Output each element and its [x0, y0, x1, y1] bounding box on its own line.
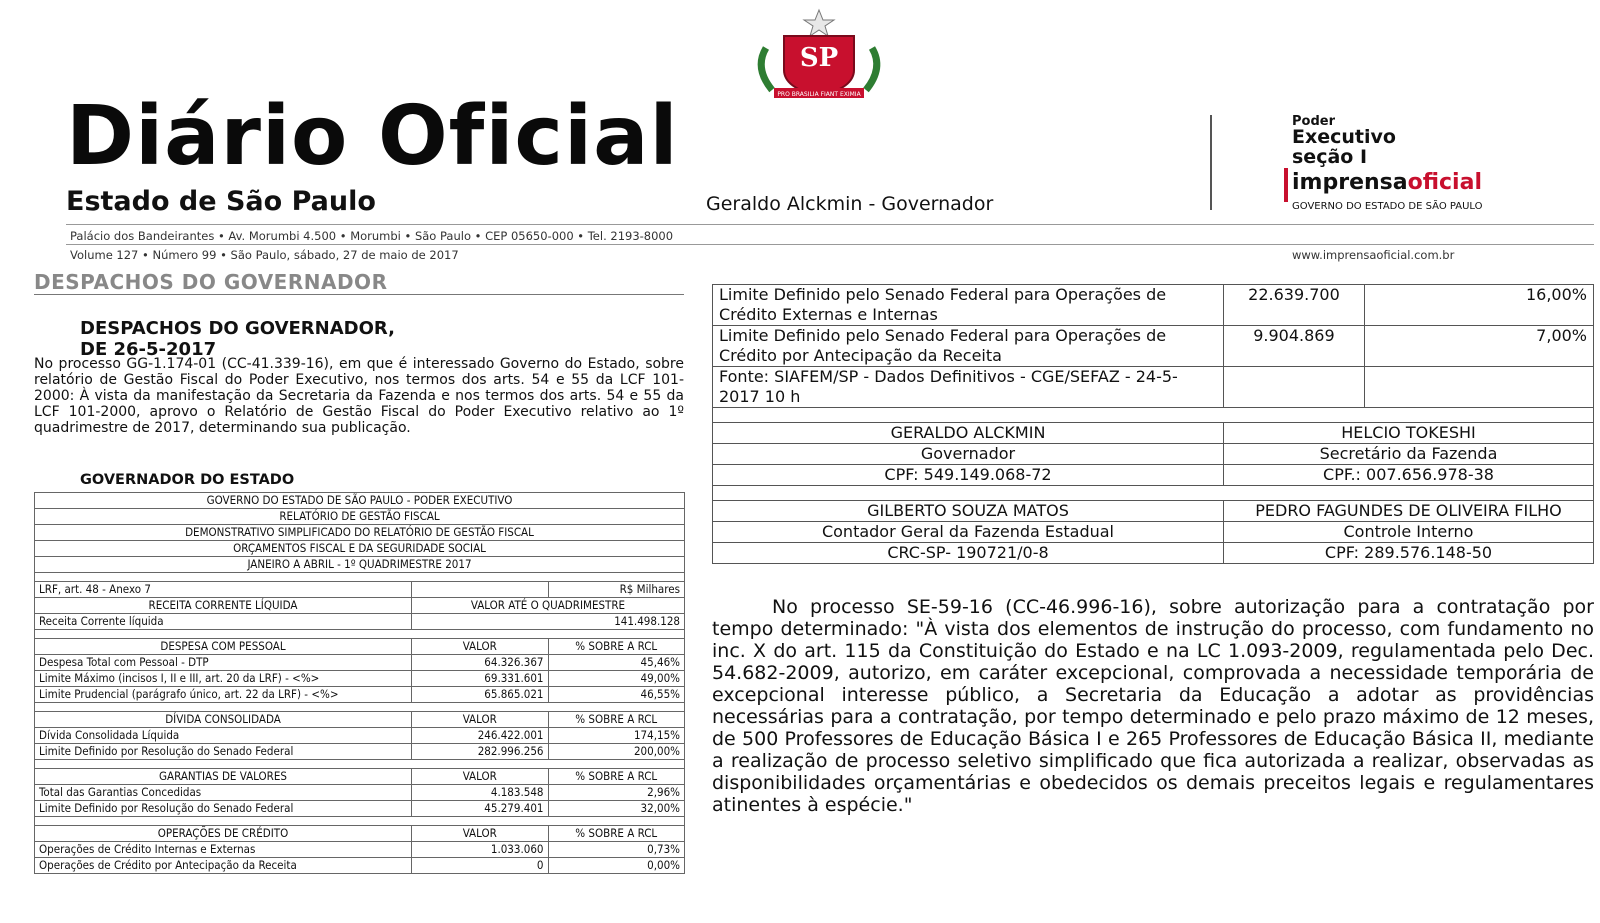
masthead-divider	[1210, 115, 1212, 210]
table-title: GOVERNO DO ESTADO DE SÃO PAULO - PODER EXECUTIVO	[35, 493, 685, 509]
table-cell-percent: 0,00%	[548, 858, 685, 874]
table-row	[35, 801, 685, 817]
imprensa-subtitle: GOVERNO DO ESTADO DE SÃO PAULO	[1292, 201, 1483, 212]
table-cell-percent: 49,00%	[548, 671, 685, 687]
imprensa-logo-part2: oficial	[1407, 170, 1482, 195]
imprensa-logo-part1: imprensa	[1292, 170, 1408, 195]
table-row-label: Receita Corrente líquida	[35, 614, 412, 630]
table-row-label: Total das Garantias Concedidas	[35, 785, 412, 801]
table-cell-percent: 174,15%	[548, 728, 685, 744]
newspaper-title: Diário Oficial	[66, 89, 679, 184]
table-cell-percent: 16,00%	[1364, 285, 1593, 326]
table-cell-value: 1.033.060	[412, 842, 549, 858]
table-row-label: Limite Máximo (incisos I, II e III, art. 20 da LRF) - <%>	[35, 671, 412, 687]
table-row-label: Dívida Consolidada Líquida	[35, 728, 412, 744]
website-link[interactable]: www.imprensaoficial.com.br	[1292, 248, 1455, 262]
newspaper-subtitle: Estado de São Paulo	[66, 186, 376, 217]
table-row-label: Operações de Crédito Internas e Externas	[35, 842, 412, 858]
table-section-header: OPERAÇÕES DE CRÉDITO	[35, 826, 412, 842]
table-section-header: GARANTIAS DE VALORES	[35, 769, 412, 785]
article-title-line2: DE 26-5-2017	[80, 339, 217, 360]
table-cell-value: 65.865.021	[412, 687, 549, 703]
poder-label: Poder	[1292, 114, 1335, 129]
table-title: RELATÓRIO DE GESTÃO FISCAL	[35, 509, 685, 525]
seal-motto: PRO BRASILIA FIANT EXIMIA	[777, 91, 861, 98]
signatory-id: CPF.: 007.656.978-38	[1223, 465, 1593, 486]
table-cell-value: 69.331.601	[412, 671, 549, 687]
table-row	[35, 858, 685, 874]
table-title: ORÇAMENTOS FISCAL E DA SEGURIDADE SOCIAL	[35, 541, 685, 557]
table-column-header: % SOBRE A RCL	[548, 769, 685, 785]
table-cell-value: 0	[412, 858, 549, 874]
signatory-role: Controle Interno	[1223, 522, 1593, 543]
table-row-label: Limite Prudencial (parágrafo único, art. 22 da LRF) - <%>	[35, 687, 412, 703]
volume-line: Volume 127 • Número 99 • São Paulo, sábado, 27 de maio de 2017	[70, 248, 459, 262]
header-rule	[66, 244, 1594, 245]
signatory-role: Secretário da Fazenda	[1223, 444, 1593, 465]
table-row	[713, 285, 1594, 326]
table-column-header: VALOR	[412, 826, 549, 842]
table-column-header: VALOR	[412, 639, 549, 655]
table-row-label: Limite Definido pelo Senado Federal para Operações de Crédito por Antecipação da Receita	[713, 326, 1224, 367]
branch-label: Executivo	[1292, 126, 1396, 148]
fiscal-report-table	[34, 492, 685, 874]
article-paragraph: No processo GG-1.174-01 (CC-41.339-16), em que é interessado Governo do Estado, sobre relatório de Gestão Fiscal do Poder Executivo, nos termos dos arts. 54 e 55 da LCF 101-2000: À vista da manifestação da Secretaria da Fazenda e nos termos dos arts. 54 e 55 da LCF 101-2000, aprovo o Relatório de Gestão Fiscal do Poder Executivo relativo ao 1º quadrimestre de 2017, determinando sua publicação.	[34, 356, 684, 436]
table-cell-percent: 0,73%	[548, 842, 685, 858]
signatory-name: HELCIO TOKESHI	[1223, 423, 1593, 444]
table-cell-value: 64.326.367	[412, 655, 549, 671]
imprensa-oficial-logo	[1292, 172, 1482, 194]
article-body	[34, 356, 684, 436]
table-cell-value: 9.904.869	[1223, 326, 1364, 367]
article-paragraph: No processo SE-59-16 (CC-46.996-16), sobre autorização para a contratação por tempo determinado: "À vista dos elementos de instrução do processo, com fundamento no inc. X do art. 115 da Constituição do Estado e na LC 1.093-2009, regulamentada pelo Dec. 54.682-2009, autorizo, em caráter excepcional, comprovada a necessidade temporária de excepcional interesse público, a Secretaria da Educação a adotar as providências necessárias para a contratação, por tempo determinado e pelo prazo máximo de 12 meses, de 500 Professores de Educação Básica I e 265 Professores de Educação Básica II, mediante a realização de processo seletivo simplificado que fica autorizada a realizar, observadas as disponibilidades orçamentárias e obedecidos os demais preceitos legais e regulamentares atinentes à espécie."	[712, 596, 1594, 816]
table-row	[35, 687, 685, 703]
article-title-line1: DESPACHOS DO GOVERNADOR,	[80, 318, 395, 339]
table-row-label: Despesa Total com Pessoal - DTP	[35, 655, 412, 671]
article-signature: GOVERNADOR DO ESTADO	[80, 472, 295, 488]
table-column-header: VALOR	[412, 712, 549, 728]
table-section-header: DÍVIDA CONSOLIDADA	[35, 712, 412, 728]
table-row-label: Limite Definido por Resolução do Senado Federal	[35, 744, 412, 760]
table-title: JANEIRO A ABRIL - 1º QUADRIMESTRE 2017	[35, 557, 685, 573]
table-row-label: Limite Definido por Resolução do Senado Federal	[35, 801, 412, 817]
section-rule	[34, 294, 684, 295]
table-cell-percent: 7,00%	[1364, 326, 1593, 367]
table-row	[35, 842, 685, 858]
table-reference: LRF, art. 48 - Anexo 7	[35, 582, 412, 598]
signatory-name: GERALDO ALCKMIN	[713, 423, 1224, 444]
table-cell-value: 22.639.700	[1223, 285, 1364, 326]
table-cell-percent: 45,46%	[548, 655, 685, 671]
table-source-note: Fonte: SIAFEM/SP - Dados Definitivos - CGE/SEFAZ - 24-5-2017 10 h	[713, 367, 1224, 408]
table-column-header: % SOBRE A RCL	[548, 826, 685, 842]
table-row	[35, 655, 685, 671]
table-cell-value: 246.422.001	[412, 728, 549, 744]
table-row	[35, 728, 685, 744]
seal-initials: SP	[799, 43, 839, 73]
table-column-header: % SOBRE A RCL	[548, 712, 685, 728]
section-label: seção I	[1292, 146, 1368, 168]
article-body-right	[712, 596, 1594, 816]
table-cell-percent: 2,96%	[548, 785, 685, 801]
table-column-header: VALOR ATÉ O QUADRIMESTRE	[412, 598, 685, 614]
section-header: DESPACHOS DO GOVERNADOR	[34, 270, 388, 294]
signatory-role: Governador	[713, 444, 1224, 465]
table-cell-value: 141.498.128	[412, 614, 685, 630]
table-cell-percent: 32,00%	[548, 801, 685, 817]
governor-line: Geraldo Alckmin - Governador	[706, 193, 994, 215]
table-column-header: VALOR	[412, 769, 549, 785]
table-row	[713, 326, 1594, 367]
imprensa-logo-bar	[1284, 168, 1288, 202]
signatory-id: CPF: 289.576.148-50	[1223, 543, 1593, 564]
table-unit: R$ Milhares	[548, 582, 685, 598]
address-line: Palácio dos Bandeirantes • Av. Morumbi 4.500 • Morumbi • São Paulo • CEP 05650-000 • Tel. 2193-8000	[70, 229, 674, 243]
table-cell-value: 4.183.548	[412, 785, 549, 801]
table-title: DEMONSTRATIVO SIMPLIFICADO DO RELATÓRIO DE GESTÃO FISCAL	[35, 525, 685, 541]
table-row	[35, 744, 685, 760]
signatory-role: Contador Geral da Fazenda Estadual	[713, 522, 1224, 543]
table-cell-percent: 46,55%	[548, 687, 685, 703]
article-title	[80, 318, 395, 360]
table-row	[35, 785, 685, 801]
table-row-label: Limite Definido pelo Senado Federal para Operações de Crédito Externas e Internas	[713, 285, 1224, 326]
table-cell-value: 45.279.401	[412, 801, 549, 817]
signatory-name: PEDRO FAGUNDES DE OLIVEIRA FILHO	[1223, 501, 1593, 522]
signatory-id: CRC-SP- 190721/0-8	[713, 543, 1224, 564]
signatory-name: GILBERTO SOUZA MATOS	[713, 501, 1224, 522]
signatory-id: CPF: 549.149.068-72	[713, 465, 1224, 486]
table-section-header: DESPESA COM PESSOAL	[35, 639, 412, 655]
table-section-header: RECEITA CORRENTE LÍQUIDA	[35, 598, 412, 614]
credit-limits-and-signatures-table	[712, 284, 1594, 564]
table-column-header: % SOBRE A RCL	[548, 639, 685, 655]
table-cell-value: 282.996.256	[412, 744, 549, 760]
table-row	[35, 671, 685, 687]
table-cell-percent: 200,00%	[548, 744, 685, 760]
header-rule	[66, 224, 1594, 225]
table-row-label: Operações de Crédito por Antecipação da Receita	[35, 858, 412, 874]
state-coat-of-arms-logo	[744, 8, 894, 103]
